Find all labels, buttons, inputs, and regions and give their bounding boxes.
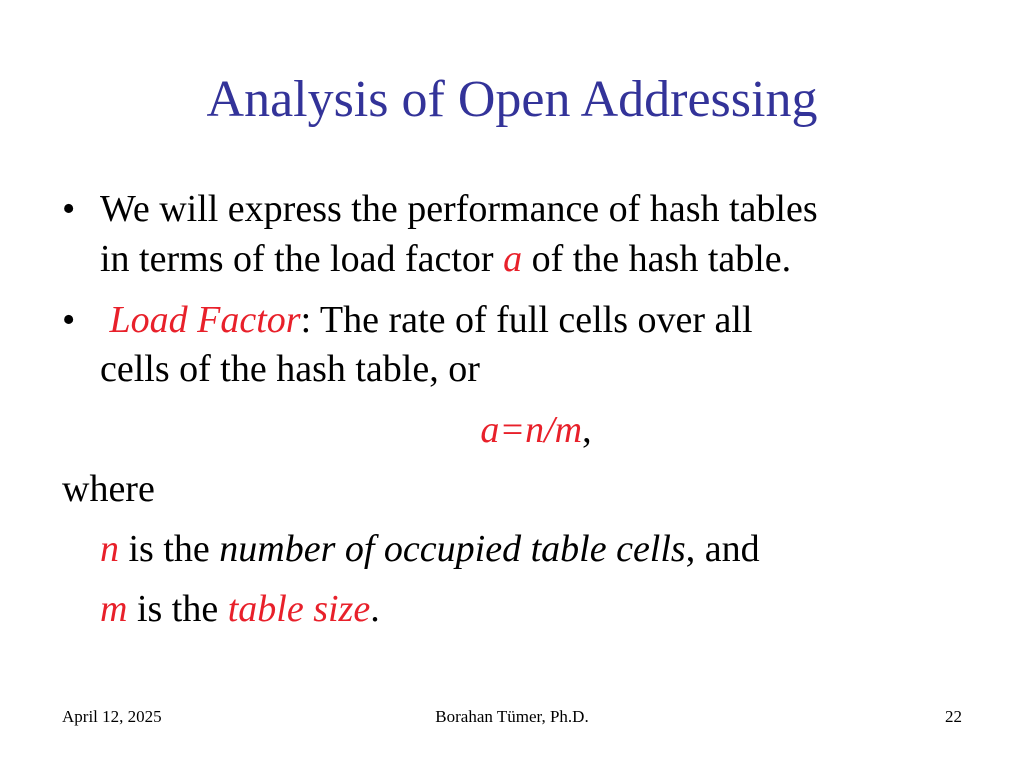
bullet2-line1-text: : The rate of full cells over all <box>300 299 753 341</box>
slide-title: Analysis of Open Addressing <box>206 71 818 128</box>
footer-author: Borahan Tümer, Ph.D. <box>435 707 589 726</box>
formula-line <box>0 407 1024 453</box>
where-label: where <box>62 468 155 510</box>
formula-expression: a=n/m <box>480 409 583 451</box>
var-n: n <box>100 528 119 570</box>
bullet1-line2 <box>100 236 791 282</box>
bullet-marker-1: • <box>62 188 76 230</box>
definition-m-mid: is the <box>127 588 228 630</box>
definition-n-term: number of occupied table cells <box>219 528 686 570</box>
bullet2-line2: cells of the hash table, or <box>100 348 480 390</box>
definition-n <box>100 526 760 572</box>
definition-n-mid: is the <box>119 528 220 570</box>
bullet1-line2-text: in terms of the load factor <box>100 238 504 280</box>
load-factor-symbol: a <box>503 238 523 280</box>
formula-comma: , <box>582 409 592 451</box>
footer-date: April 12, 2025 <box>62 707 162 726</box>
bullet-marker-2: • <box>62 299 76 341</box>
definition-m <box>100 586 380 632</box>
definition-m-end: . <box>370 588 380 630</box>
footer-page-number: 22 <box>945 707 962 726</box>
load-factor-term: Load Factor <box>109 299 301 341</box>
definition-m-term: table size <box>227 588 371 630</box>
var-m: m <box>100 588 128 630</box>
bullet2-line1 <box>100 297 753 343</box>
bullet2-lead-space <box>100 299 110 341</box>
bullet1-line2-end: of the hash table. <box>522 238 792 280</box>
definition-n-end: , and <box>685 528 760 570</box>
bullet1-line1: We will express the performance of hash tables <box>100 188 818 230</box>
